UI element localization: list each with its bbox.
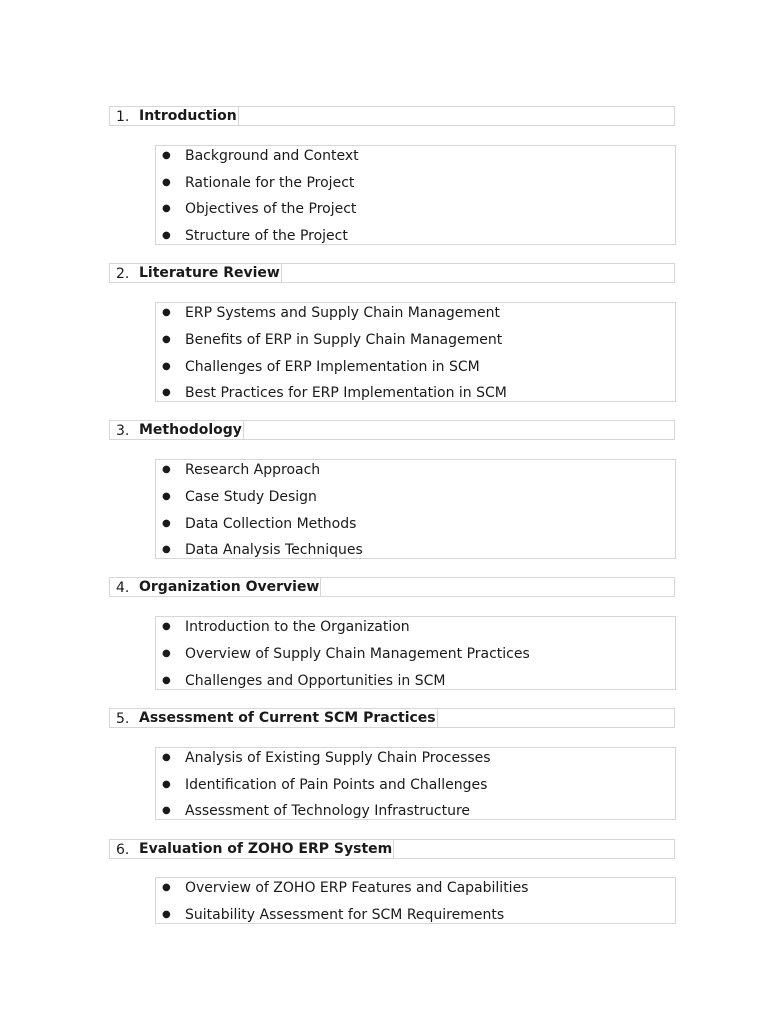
bullet-icon: ●: [162, 882, 171, 893]
list-item: ● Overview of ZOHO ERP Features and Capabilities: [162, 880, 529, 896]
section-number: 5.: [116, 711, 130, 727]
bullet-icon: ●: [162, 361, 171, 372]
bullet-icon: ●: [162, 752, 171, 763]
list-item: ● Rationale for the Project: [162, 175, 355, 191]
section-title: Methodology: [139, 422, 242, 438]
section-title: Introduction: [139, 108, 237, 124]
section-items: [155, 616, 676, 690]
section-items: [155, 747, 676, 820]
section-heading: [109, 420, 675, 440]
list-item: ● Data Collection Methods: [162, 516, 357, 532]
bullet-icon: ●: [162, 544, 171, 555]
list-item: ● Objectives of the Project: [162, 201, 357, 217]
bullet-icon: ●: [162, 779, 171, 790]
section-number: 3.: [116, 423, 130, 439]
section-heading: [109, 263, 675, 283]
section-heading: [109, 708, 675, 728]
section-title: Assessment of Current SCM Practices: [139, 710, 436, 726]
bullet-icon: ●: [162, 307, 171, 318]
bullet-icon: ●: [162, 491, 171, 502]
list-item: ● Background and Context: [162, 148, 359, 164]
list-item: ● Introduction to the Organization: [162, 619, 410, 635]
bullet-icon: ●: [162, 177, 171, 188]
bullet-icon: ●: [162, 150, 171, 161]
list-item: ● Best Practices for ERP Implementation in SCM: [162, 385, 507, 401]
section-title: Evaluation of ZOHO ERP System: [139, 841, 393, 857]
bullet-icon: ●: [162, 648, 171, 659]
section-number: 1.: [116, 109, 130, 125]
bullet-icon: ●: [162, 621, 171, 632]
section-number: 4.: [116, 580, 130, 596]
section-items: [155, 302, 676, 402]
section-heading: [109, 839, 675, 859]
list-item: ● Challenges of ERP Implementation in SCM: [162, 359, 480, 375]
list-item: ● Overview of Supply Chain Management Practices: [162, 646, 530, 662]
list-item: ● Data Analysis Techniques: [162, 542, 363, 558]
bullet-icon: ●: [162, 203, 171, 214]
list-item: ● Identification of Pain Points and Challenges: [162, 777, 488, 793]
bullet-icon: ●: [162, 805, 171, 816]
section-title: Literature Review: [139, 265, 280, 281]
section-number: 6.: [116, 842, 130, 858]
list-item: ● Assessment of Technology Infrastructure: [162, 803, 471, 819]
list-item: ● Research Approach: [162, 462, 321, 478]
bullet-icon: ●: [162, 518, 171, 529]
section-heading: [109, 106, 675, 126]
section-title: Organization Overview: [139, 579, 320, 595]
bullet-icon: ●: [162, 909, 171, 920]
bullet-icon: ●: [162, 230, 171, 241]
section-items: [155, 145, 676, 245]
section-number: 2.: [116, 266, 130, 282]
bullet-icon: ●: [162, 387, 171, 398]
section-heading: [109, 577, 675, 597]
list-item: ● Suitability Assessment for SCM Requirements: [162, 907, 505, 923]
bullet-icon: ●: [162, 675, 171, 686]
list-item: ● Benefits of ERP in Supply Chain Management: [162, 332, 503, 348]
list-item: ● ERP Systems and Supply Chain Management: [162, 305, 501, 321]
list-item: ● Case Study Design: [162, 489, 317, 505]
list-item: ● Analysis of Existing Supply Chain Processes: [162, 750, 491, 766]
bullet-icon: ●: [162, 464, 171, 475]
bullet-icon: ●: [162, 334, 171, 345]
list-item: ● Structure of the Project: [162, 228, 348, 244]
section-items: [155, 877, 676, 924]
list-item: ● Challenges and Opportunities in SCM: [162, 673, 446, 689]
section-items: [155, 459, 676, 559]
